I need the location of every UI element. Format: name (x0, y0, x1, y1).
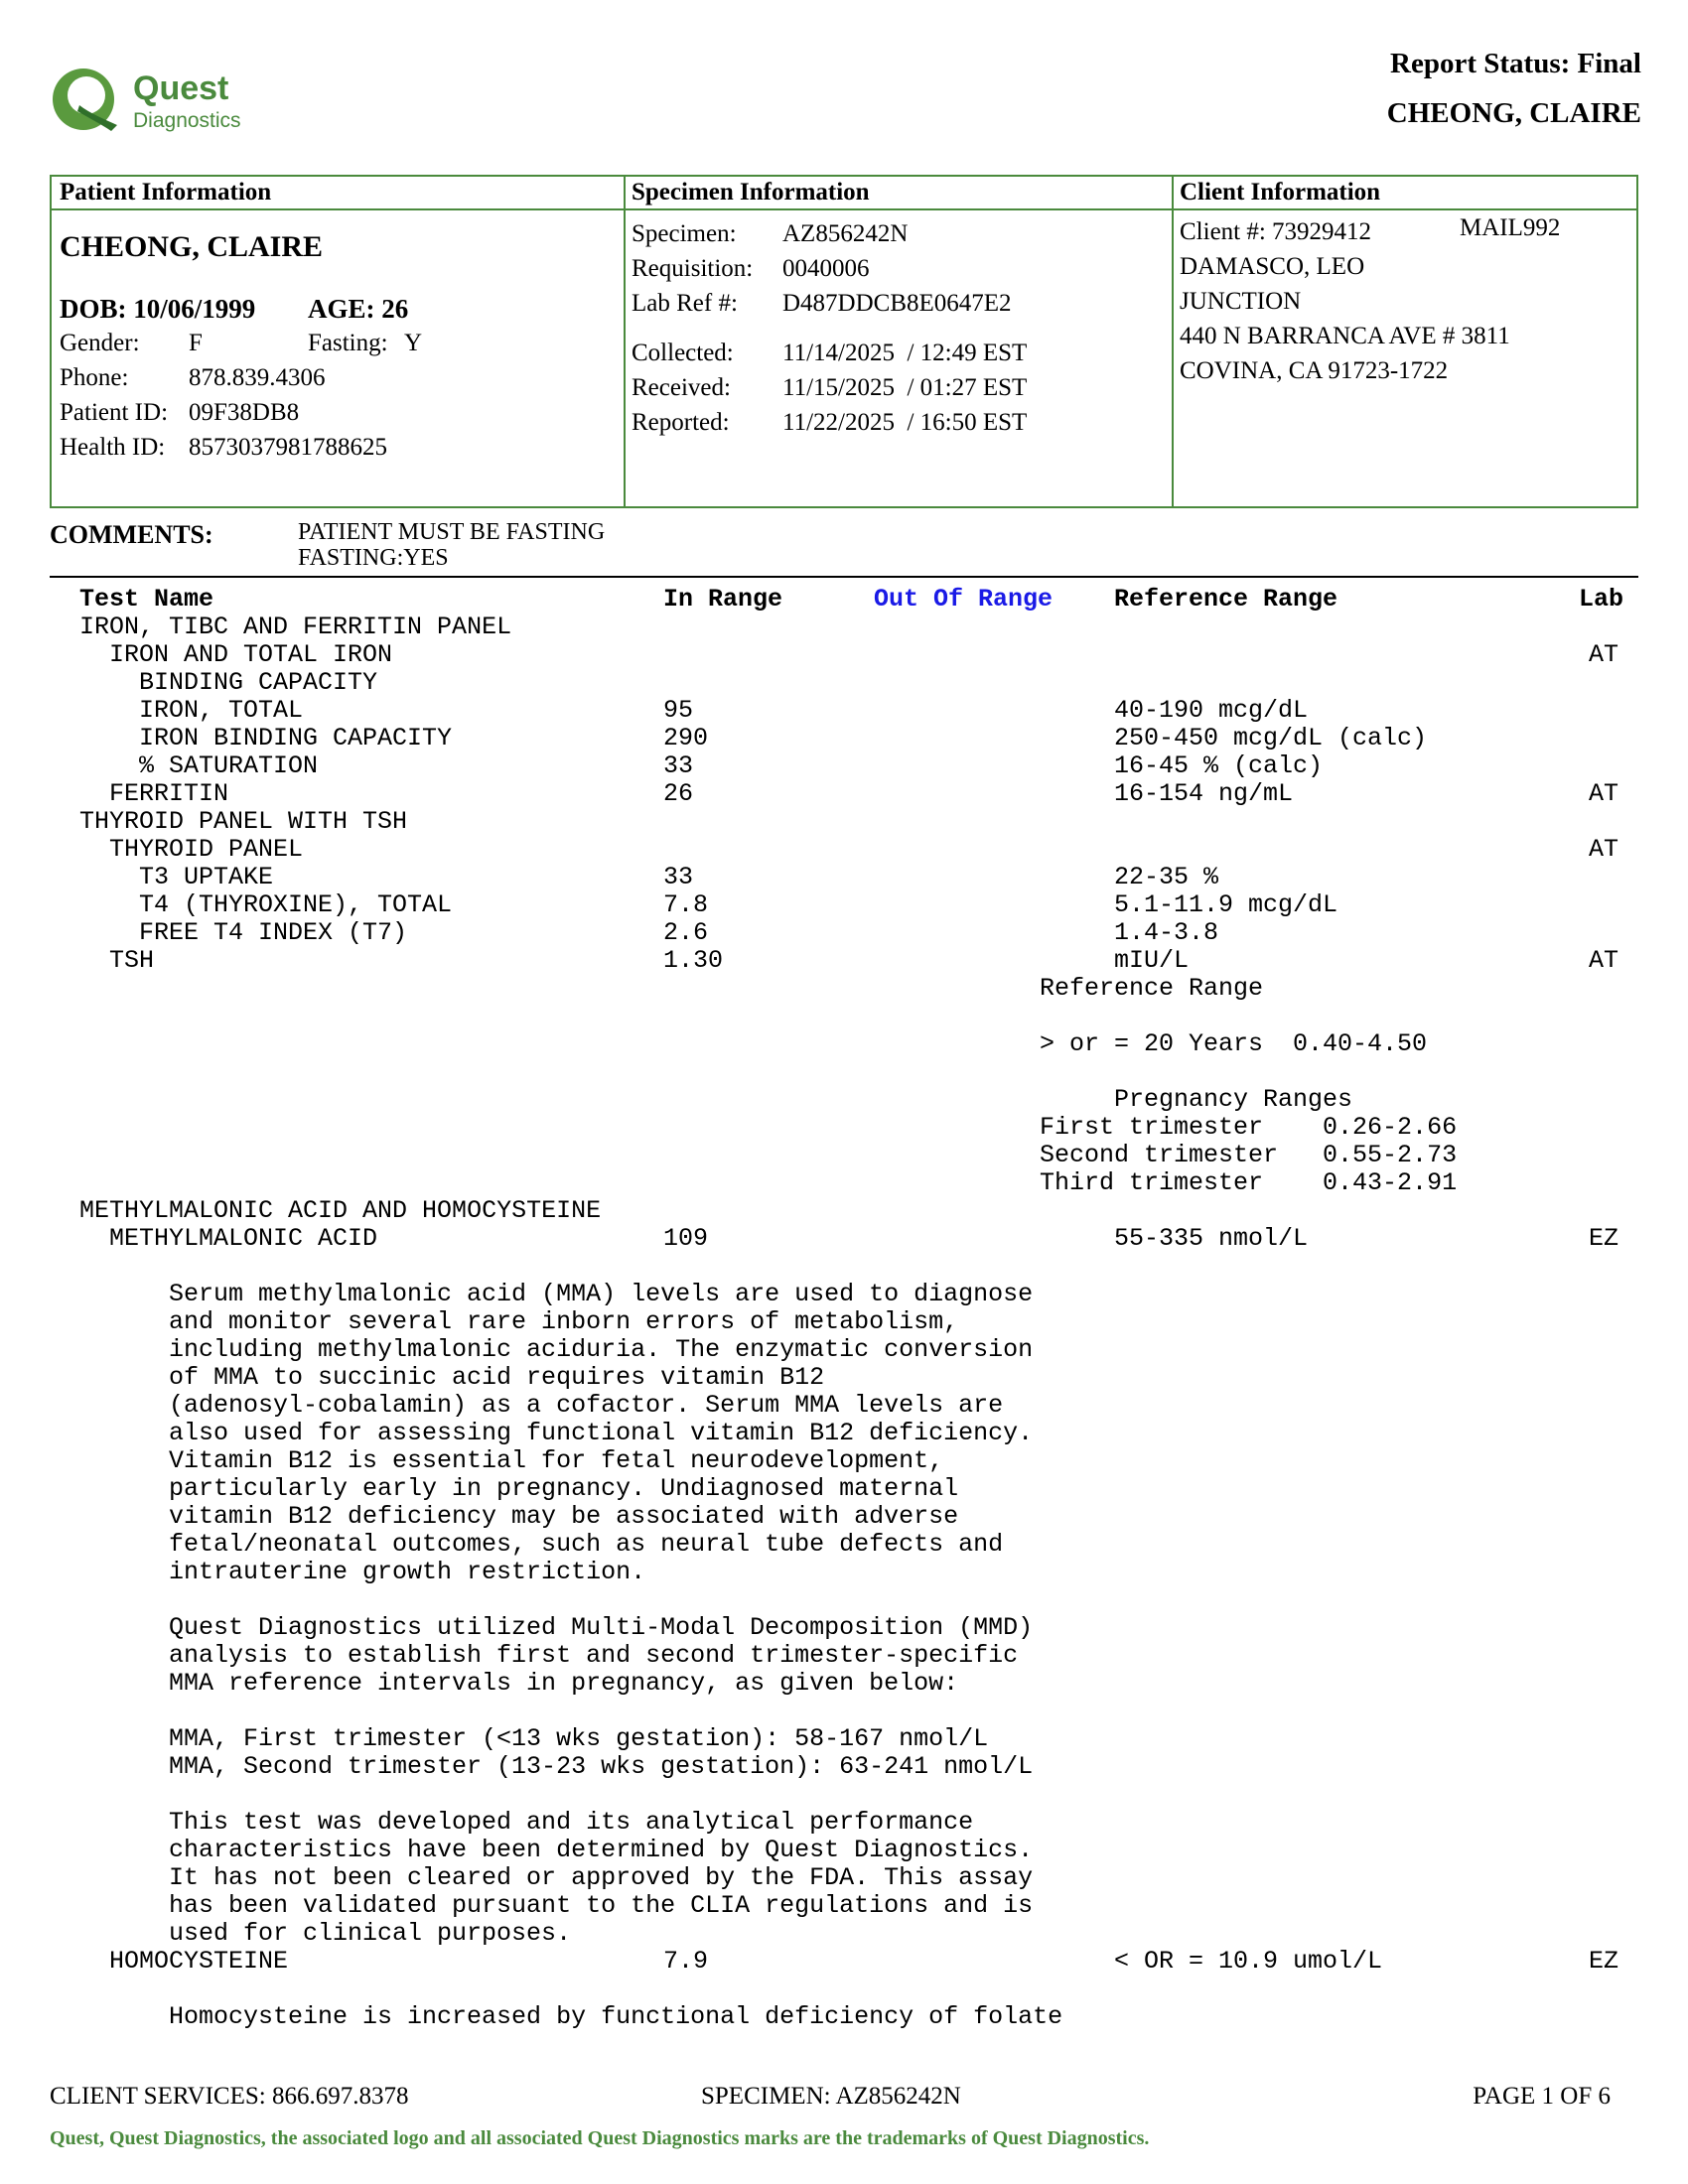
lab-code: EZ (1589, 1947, 1619, 1976)
brand-name: Quest (133, 69, 229, 107)
comments-label: COMMENTS: (50, 520, 213, 549)
col-header-reference-range: Reference Range (1114, 585, 1338, 614)
tsh-reference-note-line: Second trimester 0.55-2.73 (1040, 1141, 1458, 1169)
mma-note-line: This test was developed and its analytical performance (169, 1808, 974, 1837)
gender-value: F (189, 330, 203, 356)
test-name: IRON AND TOTAL IRON (109, 640, 393, 669)
mma-note-line: characteristics have been determined by Quest Diagnostics. (169, 1836, 1034, 1864)
header-patient-name: CHEONG, CLAIRE (1386, 97, 1641, 129)
info-box (50, 175, 1638, 508)
test-name: THYROID PANEL WITH TSH (79, 807, 408, 836)
mma-note-line: MMA reference intervals in pregnancy, as given below: (169, 1669, 959, 1698)
client-information-heading: Client Information (1172, 177, 1636, 210)
test-name: FERRITIN (109, 779, 229, 808)
col-header-out-of-range: Out Of Range (874, 585, 1054, 614)
reference-range: 16-154 ng/mL (1114, 779, 1294, 808)
homocysteine-note-line: Homocysteine is increased by functional deficiency of folate (169, 2002, 1063, 2031)
mma-note-line: Vitamin B12 is essential for fetal neurodevelopment, (169, 1446, 944, 1475)
lab-code: EZ (1589, 1224, 1619, 1253)
tsh-reference-note-line: Reference Range (1040, 974, 1264, 1003)
reference-range: 5.1-11.9 mcg/dL (1114, 890, 1338, 919)
mma-note-line: and monitor several rare inborn errors of metabolism, (169, 1307, 959, 1336)
specimen-label: Specimen: (632, 220, 737, 247)
mma-note-line: particularly early in pregnancy. Undiagnosed maternal (169, 1474, 959, 1503)
mma-note-line: intrauterine growth restriction. (169, 1558, 646, 1586)
quest-logo-icon (50, 62, 288, 141)
in-range-value: 290 (663, 724, 709, 752)
specimen-information-heading: Specimen Information (624, 177, 1172, 210)
client-line-1: DAMASCO, LEO (1180, 253, 1365, 280)
test-name: TSH (109, 946, 155, 975)
mma-note-line: including methylmalonic aciduria. The enzymatic conversion (169, 1335, 1034, 1364)
in-range-value: 7.9 (663, 1947, 709, 1976)
collected-label: Collected: (632, 340, 734, 366)
reference-range: 55-335 nmol/L (1114, 1224, 1309, 1253)
lab-code: AT (1589, 946, 1619, 975)
mma-note-line: Quest Diagnostics utilized Multi-Modal Decomposition (MMD) (169, 1613, 1034, 1642)
specimen-value: AZ856242N (782, 220, 909, 247)
test-name: FREE T4 INDEX (T7) (139, 918, 408, 947)
fasting-label: Fasting: (308, 330, 388, 356)
reference-range: 1.4-3.8 (1114, 918, 1219, 947)
col-header-lab: Lab (1579, 585, 1624, 614)
comment-line-1: PATIENT MUST BE FASTING (298, 519, 606, 545)
mma-note-line: has been validated pursuant to the CLIA regulations and is (169, 1891, 1034, 1920)
phone-value: 878.839.4306 (189, 364, 326, 391)
labref-label: Lab Ref #: (632, 290, 738, 317)
health-id-label: Health ID: (60, 434, 166, 461)
reference-range: mIU/L (1114, 946, 1190, 975)
divider (50, 576, 1638, 578)
test-name: % SATURATION (139, 751, 319, 780)
test-name: T3 UPTAKE (139, 863, 274, 891)
reference-range: < OR = 10.9 umol/L (1114, 1947, 1383, 1976)
reported-value: 11/22/2025 / 16:50 EST (782, 409, 1028, 436)
report-status: Report Status: Final (1390, 48, 1641, 79)
in-range-value: 33 (663, 863, 694, 891)
test-name: IRON BINDING CAPACITY (139, 724, 453, 752)
client-line-3: 440 N BARRANCA AVE # 3811 (1180, 323, 1510, 349)
specimen-information (624, 177, 1174, 506)
mma-note-line: Serum methylmalonic acid (MMA) levels are used to diagnose (169, 1280, 1034, 1308)
tsh-reference-note-line: Third trimester 0.43-2.91 (1040, 1168, 1458, 1197)
in-range-value: 7.8 (663, 890, 709, 919)
lab-code: AT (1589, 835, 1619, 864)
client-line-4: COVINA, CA 91723-1722 (1180, 357, 1449, 384)
mma-note-line: also used for assessing functional vitamin B12 deficiency. (169, 1419, 1034, 1447)
comment-line-2: FASTING:YES (298, 545, 449, 571)
fasting-value: Y (404, 330, 423, 356)
client-mail-code: MAIL992 (1460, 214, 1561, 241)
mma-note-line: It has not been cleared or approved by the FDA. This assay (169, 1863, 1034, 1892)
tsh-reference-note-line: > or = 20 Years 0.40-4.50 (1040, 1029, 1428, 1058)
lab-code: AT (1589, 779, 1619, 808)
patient-age: AGE: 26 (308, 294, 409, 324)
client-information (1172, 177, 1636, 506)
col-header-test-name: Test Name (79, 585, 214, 614)
client-number: Client #: 73929412 (1180, 218, 1372, 245)
footer-client-services: CLIENT SERVICES: 866.697.8378 (50, 2083, 409, 2110)
mma-note-line: analysis to establish first and second trimester-specific (169, 1641, 1019, 1670)
health-id-value: 8573037981788625 (189, 434, 387, 461)
mma-note-line: vitamin B12 deficiency may be associated with adverse (169, 1502, 959, 1531)
phone-label: Phone: (60, 364, 129, 391)
reference-range: 22-35 % (1114, 863, 1219, 891)
reported-label: Reported: (632, 409, 730, 436)
reference-range: 16-45 % (calc) (1114, 751, 1324, 780)
lab-code: AT (1589, 640, 1619, 669)
patient-information (52, 177, 626, 506)
col-header-in-range: In Range (663, 585, 783, 614)
quest-logo (50, 62, 288, 141)
labref-value: D487DDCB8E0647E2 (782, 290, 1012, 317)
footer-trademark: Quest, Quest Diagnostics, the associated logo and all associated Quest Diagnostics marks are the trademarks of Quest Diagnostics. (50, 2127, 1150, 2149)
client-line-2: JUNCTION (1180, 288, 1302, 315)
in-range-value: 33 (663, 751, 694, 780)
in-range-value: 1.30 (663, 946, 724, 975)
in-range-value: 26 (663, 779, 694, 808)
test-name: METHYLMALONIC ACID (109, 1224, 378, 1253)
test-name: HOMOCYSTEINE (109, 1947, 289, 1976)
tsh-reference-note-line: Pregnancy Ranges (1040, 1085, 1353, 1114)
mma-note-line: fetal/neonatal outcomes, such as neural tube defects and (169, 1530, 1004, 1559)
mma-note-line: (adenosyl-cobalamin) as a cofactor. Serum MMA levels are (169, 1391, 1004, 1420)
test-name: BINDING CAPACITY (139, 668, 378, 697)
patient-information-heading: Patient Information (52, 177, 624, 210)
mma-note-line: MMA, First trimester (<13 wks gestation): 58-167 nmol/L (169, 1724, 989, 1753)
requisition-label: Requisition: (632, 255, 754, 282)
test-name: THYROID PANEL (109, 835, 304, 864)
in-range-value: 2.6 (663, 918, 709, 947)
footer-page-number: PAGE 1 OF 6 (1473, 2083, 1611, 2110)
collected-value: 11/14/2025 / 12:49 EST (782, 340, 1028, 366)
reference-range: 250-450 mcg/dL (calc) (1114, 724, 1428, 752)
in-range-value: 109 (663, 1224, 709, 1253)
test-name: METHYLMALONIC ACID AND HOMOCYSTEINE (79, 1196, 602, 1225)
received-label: Received: (632, 374, 731, 401)
test-name: IRON, TIBC AND FERRITIN PANEL (79, 613, 512, 641)
gender-label: Gender: (60, 330, 140, 356)
test-name: T4 (THYROXINE), TOTAL (139, 890, 453, 919)
patient-name: CHEONG, CLAIRE (60, 230, 324, 263)
patient-id-value: 09F38DB8 (189, 399, 300, 426)
tsh-reference-note-line: First trimester 0.26-2.66 (1040, 1113, 1458, 1142)
mma-note-line: of MMA to succinic acid requires vitamin B12 (169, 1363, 825, 1392)
in-range-value: 95 (663, 696, 694, 725)
patient-id-label: Patient ID: (60, 399, 169, 426)
footer-specimen: SPECIMEN: AZ856242N (701, 2083, 961, 2110)
reference-range: 40-190 mcg/dL (1114, 696, 1309, 725)
test-name: IRON, TOTAL (139, 696, 304, 725)
mma-note-line: used for clinical purposes. (169, 1919, 572, 1948)
brand-sub: Diagnostics (133, 109, 241, 132)
requisition-value: 0040006 (782, 255, 870, 282)
mma-note-line: MMA, Second trimester (13-23 wks gestation): 63-241 nmol/L (169, 1752, 1034, 1781)
patient-dob: DOB: 10/06/1999 (60, 294, 256, 324)
received-value: 11/15/2025 / 01:27 EST (782, 374, 1028, 401)
